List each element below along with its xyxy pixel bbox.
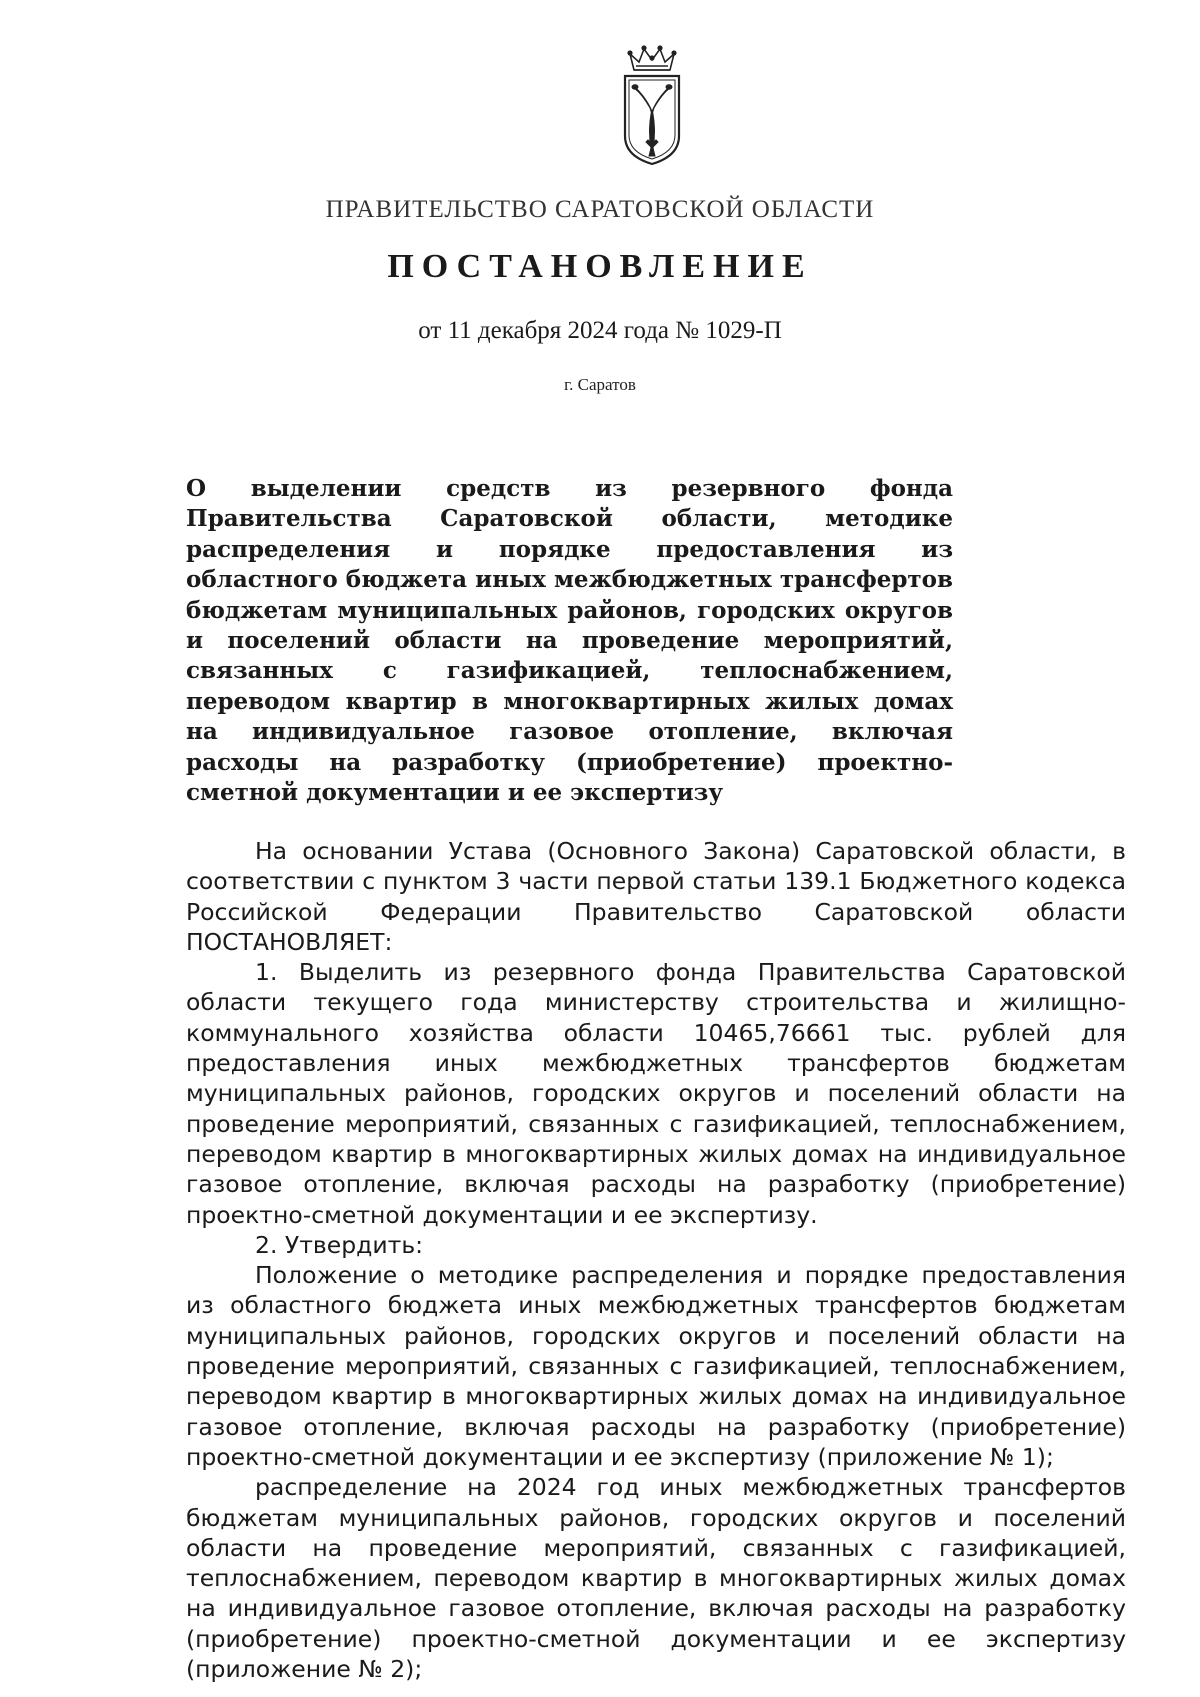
item-1-paragraph: 1. Выделить из резервного фонда Правительства Саратовской области текущего года министерству строительства и жилищно-коммунального хозяйства области 10465,76661 тыс. рублей для предоставления иных межбюджетных трансфертов бюджетам муниципальных районов, городских округов и поселений области на проведение мероприятий, связанных с газификацией, теплоснабжением, переводом квартир в многоквартирных жилых домах на индивидуальное газовое отопление, включая расходы на разработку (приобретение) проектно-сметной документации и ее экспертизу. xyxy=(186,958,1126,1229)
document-title: О выделении средств из резервного фонда Правительства Саратовской области, методике распределения и порядке предоставления из областного бюджета иных межбюджетных трансфертов бюджетам муниципальных районов, городских округов и поселений области на проведение мероприятий, связанных с газификацией, теплоснабжением, переводом квартир в многоквартирных жилых домах на индивидуальное газовое отопление, включая расходы на разработку (приобретение) проектно-сметной документации и ее экспертизу xyxy=(186,475,953,807)
document-date-number: от 11 декабря 2024 года № 1029-П xyxy=(418,317,782,344)
preamble-paragraph: На основании Устава (Основного Закона) Саратовской области, в соответствии с пунктом 3 части первой статьи 139.1 Бюджетного кодекса Российской Федерации Правительство Саратовской области ПОСТАНОВЛЯЕТ: xyxy=(186,837,1126,956)
coat-of-arms-icon xyxy=(620,44,684,166)
document-city: г. Саратов xyxy=(564,375,636,394)
government-name: ПРАВИТЕЛЬСТВО САРАТОВСКОЙ ОБЛАСТИ xyxy=(325,196,875,223)
item-2b-paragraph: распределение на 2024 год иных межбюджетных трансфертов бюджетам муниципальных районов, городских округов и поселений области на проведение мероприятий, связанных с газификацией, теплоснабжением, переводом квартир в многоквартирных жилых домах на индивидуальное газовое отопление, включая расходы на разработку (приобретение) проектно-сметной документации и ее экспертизу (приложение № 2); xyxy=(186,1473,1126,1684)
document-body xyxy=(186,836,1126,1684)
item-2-paragraph: 2. Утвердить: xyxy=(255,1230,424,1259)
item-2a-paragraph: Положение о методике распределения и порядке предоставления из областного бюджета иных межбюджетных трансфертов бюджетам муниципальных районов, городских округов и поселений области на проведение мероприятий, связанных с газификацией, теплоснабжением, переводом квартир в многоквартирных жилых домах на индивидуальное газовое отопление, включая расходы на разработку (приобретение) проектно-сметной документации и ее экспертизу (приложение № 1); xyxy=(186,1261,1126,1471)
document-type: ПОСТАНОВЛЕНИЕ xyxy=(387,248,813,285)
